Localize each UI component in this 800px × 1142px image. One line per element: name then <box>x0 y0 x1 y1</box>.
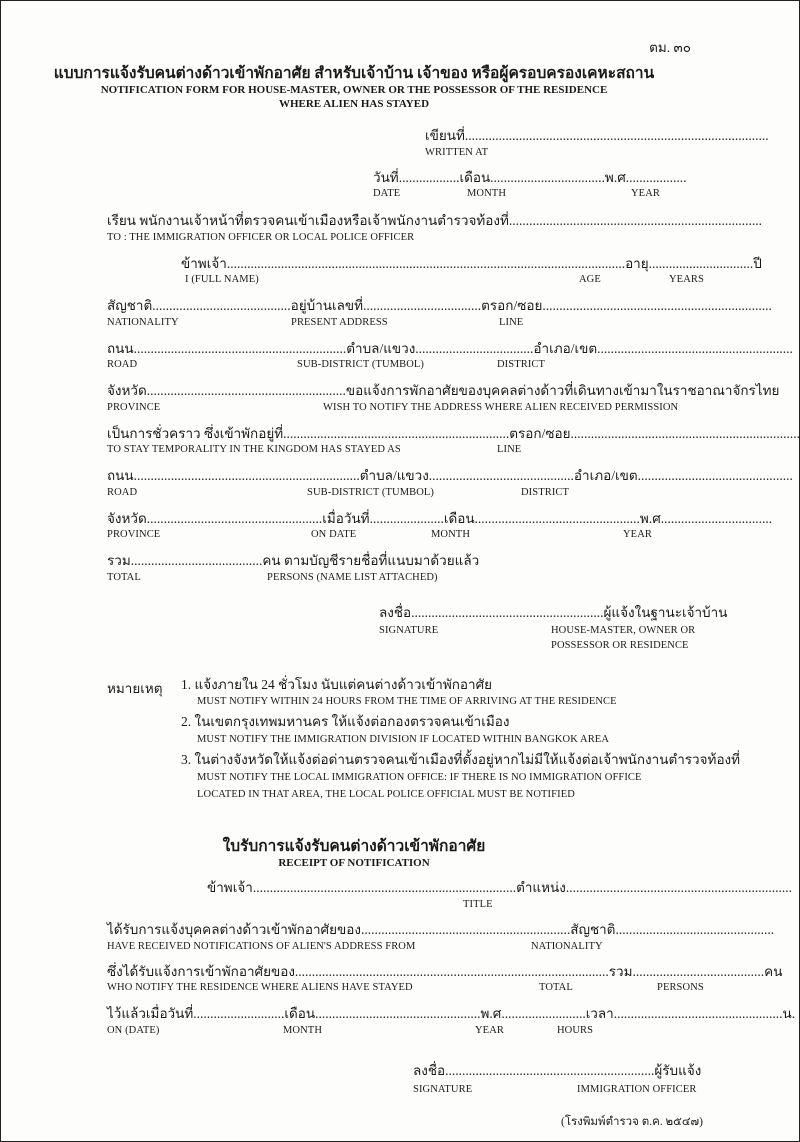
present-address-label-en: PRESENT ADDRESS <box>291 317 388 328</box>
form-title-english-line-1: NOTIFICATION FORM FOR HOUSE-MASTER, OWNER OR THE POSSESSOR OF THE RESIDENCE <box>100 84 608 96</box>
remark-2-thai: 2. ในเขตกรุงเทพมหานคร ให้แจ้งต่อกองตรวจคนเข้าเมือง <box>181 714 510 729</box>
remark-2-english: MUST NOTIFY THE IMMIGRATION DIVISION IF LOCATED WITHIN BANGKOK AREA <box>197 734 610 745</box>
printer-note: (โรงพิมพ์ตำรวจ ต.ค. ๒๕๔๗) <box>561 1116 703 1128</box>
written-at-label-en: WRITTEN AT <box>425 147 489 158</box>
written-at-field[interactable]: เขียนที่.......................................................................................... <box>425 128 769 143</box>
stay-province-label-en: PROVINCE <box>107 529 161 540</box>
to-label-en: TO : THE IMMIGRATION OFFICER OR LOCAL POLICE OFFICER <box>107 232 415 243</box>
remark-1-thai: 1. แจ้งภายใน 24 ชั่วโมง นับแต่คนต่างด้าวเข้าพักอาศัย <box>181 677 493 692</box>
stay-year-label-en: YEAR <box>623 529 652 540</box>
persons-label-en: PERSONS (NAME LIST ATTACHED) <box>267 572 438 583</box>
total-persons-field[interactable]: รวม.......................................คน ตามบัญชีรายชื่อที่แนบมาด้วยแล้ว <box>107 553 480 568</box>
receipt-residence-label-en: WHO NOTIFY THE RESIDENCE WHERE ALIENS HAVE STAYED <box>107 982 413 993</box>
year-label-en: YEAR <box>631 188 660 199</box>
temporary-stay-address-field[interactable]: เป็นการชั่วคราว ซึ่งเข้าพักอยู่ที่...................................................................ตรอก/ซอย.................................................................... <box>107 426 800 441</box>
remark-3-english: MUST NOTIFY THE LOCAL IMMIGRATION OFFICE: IF THERE IS NO IMMIGRATION OFFICE <box>197 772 642 783</box>
receipt-month-label-en: MONTH <box>283 1025 322 1036</box>
form-code: ตม. ๓๐ <box>649 40 691 55</box>
line-label-en: LINE <box>499 317 524 328</box>
years-label-en: YEARS <box>669 274 704 285</box>
date-field[interactable]: วันที่..................เดือน..................................พ.ศ.................. <box>373 170 687 185</box>
age-label-en: AGE <box>579 274 601 285</box>
total-label-en: TOTAL <box>107 572 141 583</box>
remarks-label: หมายเหตุ <box>107 681 163 696</box>
nationality-address-field[interactable]: สัญชาติ.........................................อยู่บ้านเลขที่...................................ตรอก/ซอย.................................................................... <box>107 298 772 313</box>
receipt-total-label-en: TOTAL <box>539 982 573 993</box>
receipt-received-label-en: HAVE RECEIVED NOTIFICATIONS OF ALIEN'S ADDRESS FROM <box>107 941 416 952</box>
form-title-english-line-2: WHERE ALIEN HAS STAYED <box>278 98 430 110</box>
stay-road-subdistrict-district-field[interactable]: ถนน...................................................................ตำบล/แขวง...........................................อำเภอ/เขต.............................................. <box>107 468 793 483</box>
remark-3-thai: 3. ในต่างจังหวัดให้แจ้งต่อด่านตรวจคนเข้าเมืองที่ตั้งอยู่หากไม่มีให้แจ้งต่อเจ้าพนักงานตำรวจท้องที่ <box>181 752 741 767</box>
subdistrict-label-en: SUB-DISTRICT (TUMBOL) <box>297 359 425 370</box>
house-master-label-en: HOUSE-MASTER, OWNER OR <box>551 625 696 636</box>
province-label-en: PROVINCE <box>107 402 161 413</box>
receipt-signature-label-en: SIGNATURE <box>413 1084 473 1095</box>
receipt-title-label-en: TITLE <box>463 899 493 910</box>
receipt-date-time-field[interactable]: ไว้แล้วเมื่อวันที่...........................เดือน.................................................พ.ศ.........................เวลา..................................................น. <box>107 1006 796 1021</box>
immigration-officer-label-en: IMMIGRATION OFFICER <box>577 1084 697 1095</box>
stay-month-label-en: MONTH <box>431 529 470 540</box>
remark-3-english-cont: LOCATED IN THAT AREA, THE LOCAL POLICE OFFICIAL MUST BE NOTIFIED <box>197 789 575 800</box>
date-label-en: DATE <box>373 188 401 199</box>
wish-to-notify-label-en: WISH TO NOTIFY THE ADDRESS WHERE ALIEN RECEIVED PERMISSION <box>323 402 679 413</box>
province-field[interactable]: จังหวัด...........................................................ขอแจ้งการพักอาศัยของบุคคลต่างด้าวที่เดินทางเข้ามาในราชอาณาจักรไทย <box>107 383 780 398</box>
stay-line-label-en: LINE <box>497 444 522 455</box>
receipt-title-english: RECEIPT OF NOTIFICATION <box>278 857 430 869</box>
full-name-field[interactable]: ข้าพเจ้า......................................................................................................................อายุ...............................ปี <box>181 256 762 271</box>
to-field[interactable]: เรียน พนักงานเจ้าหน้าที่ตรวจคนเข้าเมืองหรือเจ้าพนักงานตำรวจท้องที่........................................................................... <box>107 213 762 228</box>
stay-road-label-en: ROAD <box>107 487 138 498</box>
receipt-title-thai: ใบรับการแจ้งรับคนต่างด้าวเข้าพักอาศัย <box>222 838 486 855</box>
receipt-received-from-field[interactable]: ได้รับการแจ้งบุคคลต่างด้าวเข้าพักอาศัยของ..............................................................สัญชาติ............................................... <box>107 922 775 937</box>
nationality-label-en: NATIONALITY <box>107 317 179 328</box>
receipt-nationality-label-en: NATIONALITY <box>531 941 603 952</box>
temporary-stay-label-en: TO STAY TEMPORALITY IN THE KINGDOM HAS STAYED AS <box>107 444 401 455</box>
signature-label-en: SIGNATURE <box>379 625 439 636</box>
stay-province-date-field[interactable]: จังหวัด....................................................เมื่อวันที่......................เดือน.................................................พ.ศ................................. <box>107 511 773 526</box>
possessor-label-en: POSSESSOR OR RESIDENCE <box>551 640 689 651</box>
stay-subdistrict-label-en: SUB-DISTRICT (TUMBOL) <box>307 487 435 498</box>
month-label-en: MONTH <box>467 188 506 199</box>
receipt-hours-label-en: HOURS <box>557 1025 594 1036</box>
remark-1-english: MUST NOTIFY WITHIN 24 HOURS FROM THE TIME OF ARRIVING AT THE RESIDENCE <box>197 696 617 707</box>
notifier-signature-field[interactable]: ลงชื่อ.........................................................ผู้แจ้งในฐานะเจ้าบ้าน <box>379 605 728 620</box>
road-label-en: ROAD <box>107 359 138 370</box>
on-date-label-en: ON DATE <box>311 529 357 540</box>
district-label-en: DISTRICT <box>497 359 546 370</box>
receipt-year-label-en: YEAR <box>475 1025 504 1036</box>
receipt-on-date-label-en: ON (DATE) <box>107 1025 160 1036</box>
form-title-thai: แบบการแจ้งรับคนต่างด้าวเข้าพักอาศัย สำหรับเจ้าบ้าน เจ้าของ หรือผู้ครอบครองเคหะสถาน <box>53 65 655 82</box>
receipt-residence-field[interactable]: ซึ่งได้รับแจ้งการเข้าพักอาศัยของ.............................................................................................รวม.......................................คน <box>107 964 783 979</box>
stay-district-label-en: DISTRICT <box>521 487 570 498</box>
receipt-officer-signature-field[interactable]: ลงชื่อ..............................................................ผู้รับแจ้ง <box>413 1063 702 1078</box>
full-name-label-en: I (FULL NAME) <box>185 274 259 285</box>
receipt-persons-label-en: PERSONS <box>657 982 704 993</box>
receipt-officer-name-field[interactable]: ข้าพเจ้า..............................................................................ตำแหน่ง................................................................... <box>207 880 792 895</box>
road-subdistrict-district-field[interactable]: ถนน...............................................................ตำบล/แขวง...................................อำเภอ/เขต.......................................................... <box>107 341 793 356</box>
